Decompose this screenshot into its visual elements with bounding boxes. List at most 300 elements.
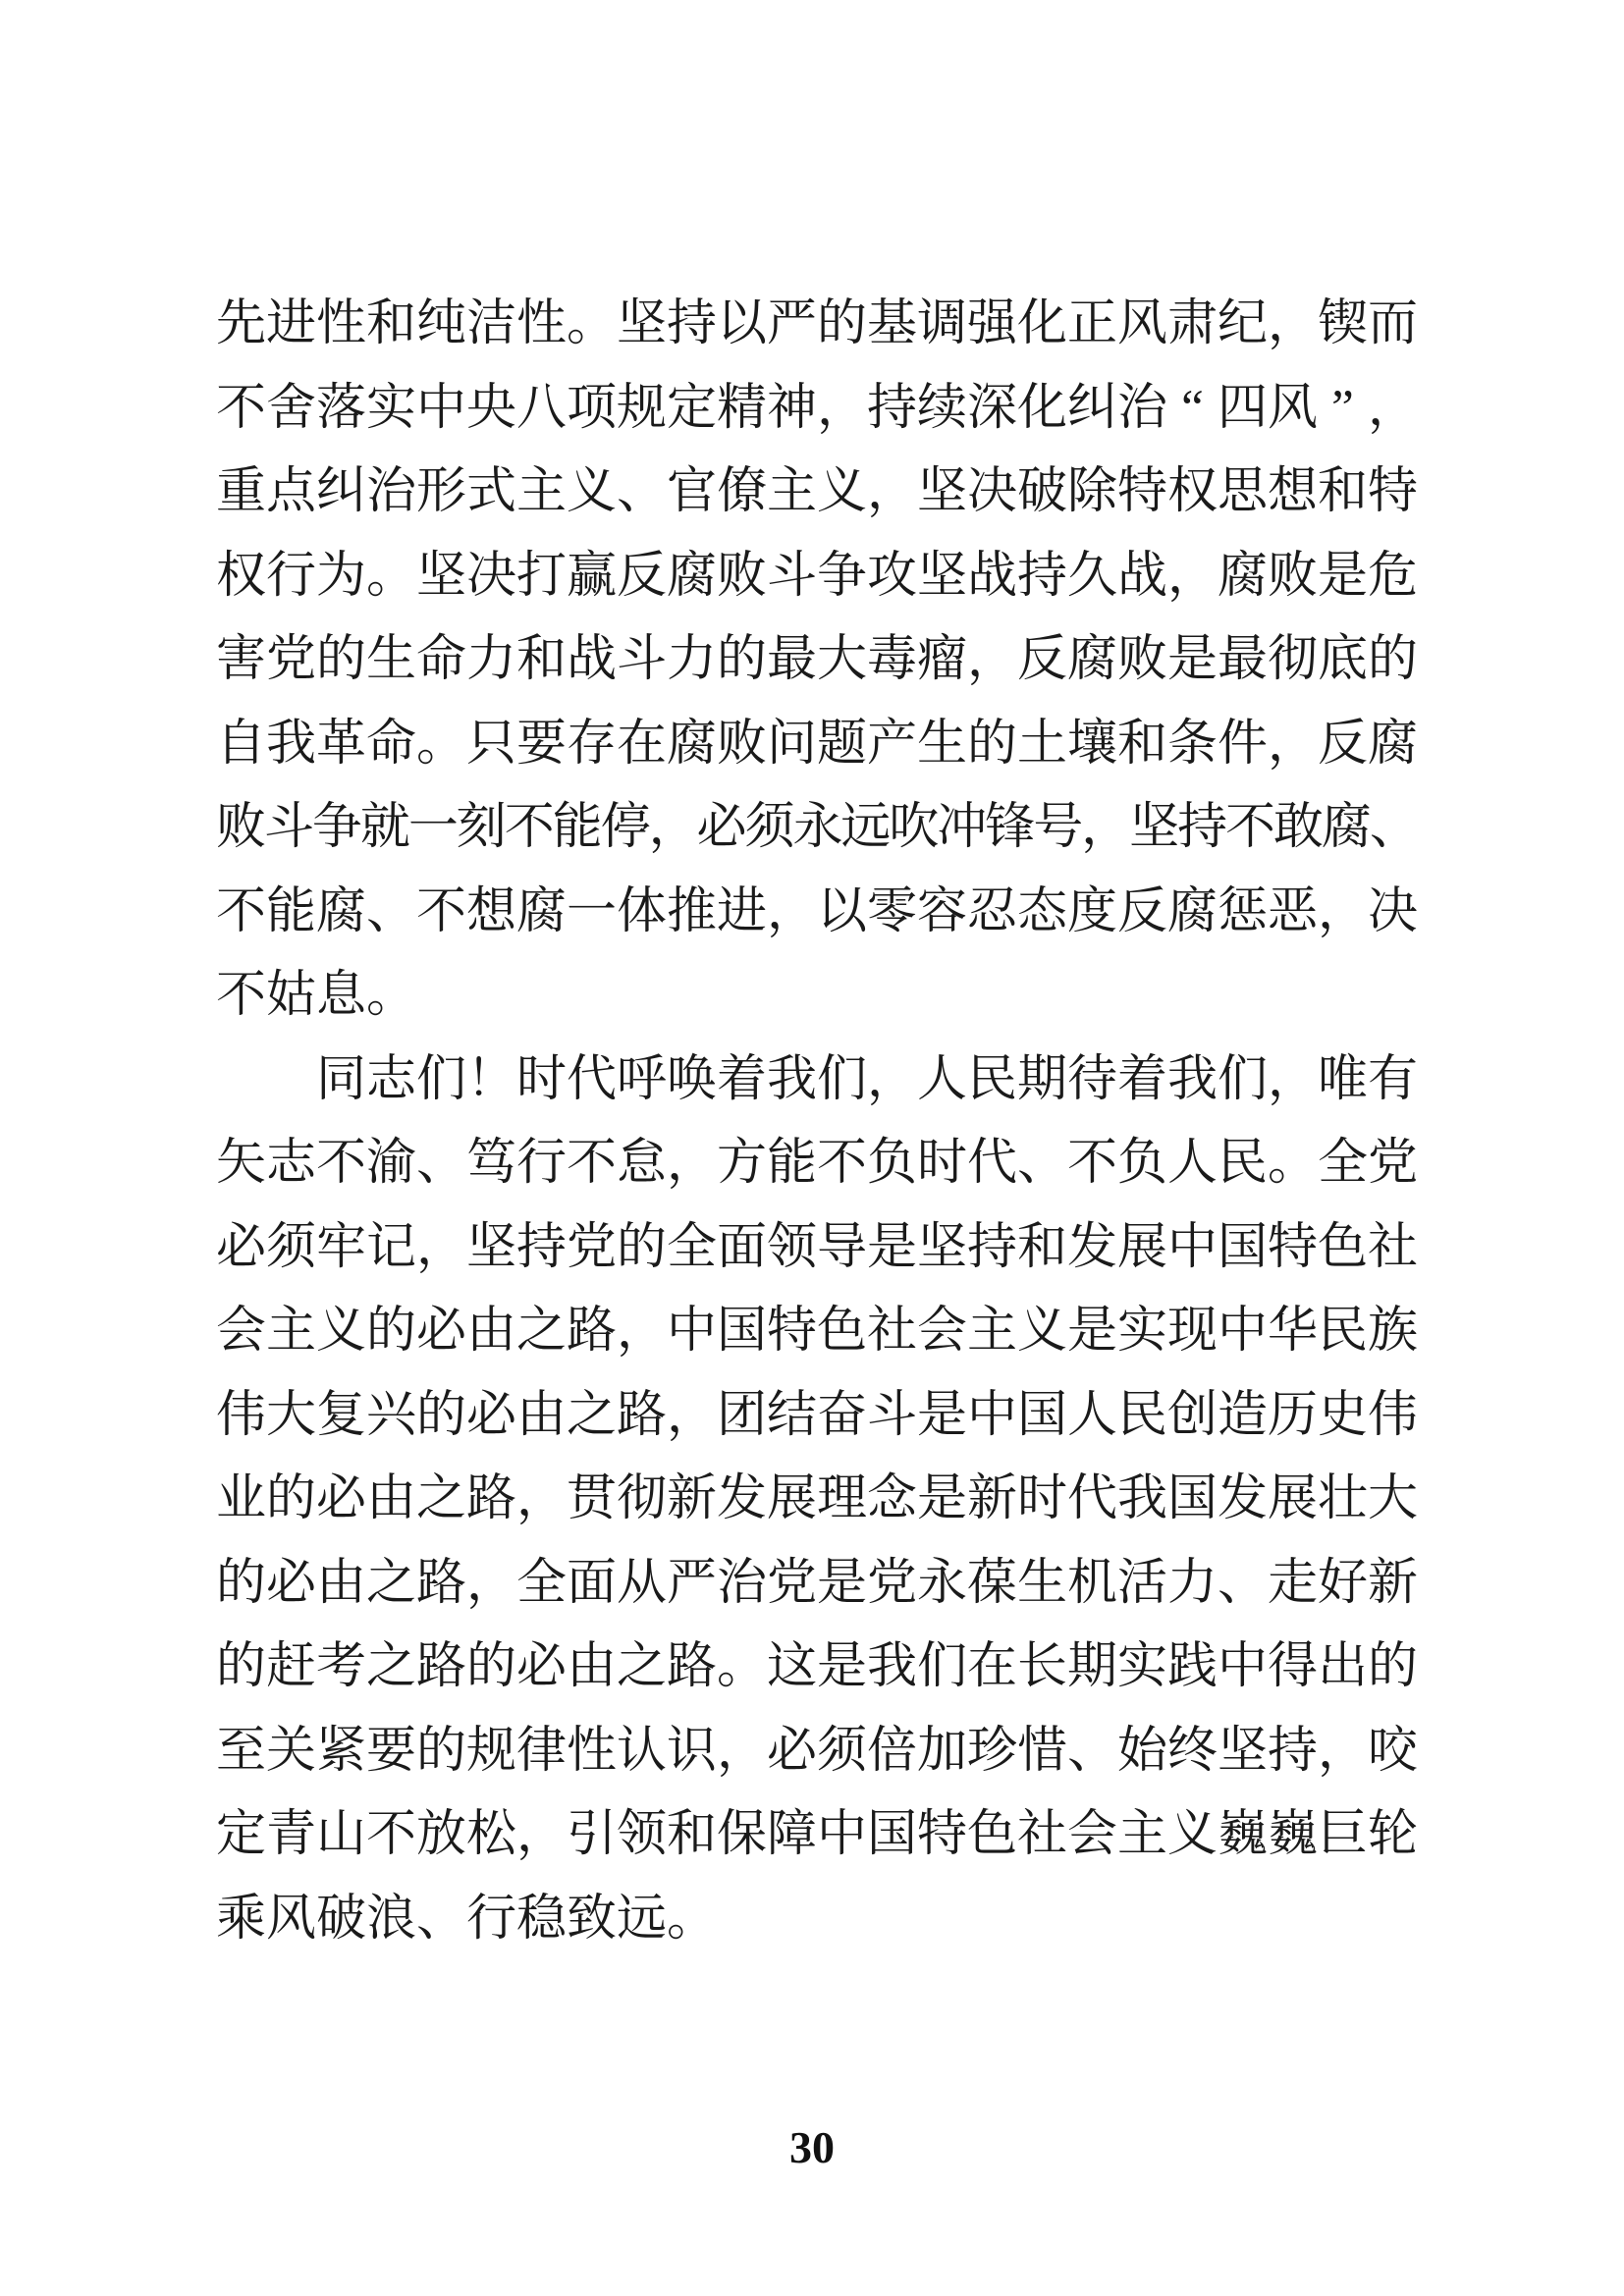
character: 路 xyxy=(416,1555,467,1611)
character: ， xyxy=(648,800,699,856)
character: 严 xyxy=(767,296,818,352)
text-line xyxy=(216,1542,1418,1627)
character: 好 xyxy=(1318,1555,1369,1611)
character: 条 xyxy=(1167,716,1218,772)
character: 不 xyxy=(216,380,267,436)
character: 国 xyxy=(1017,1387,1068,1443)
character: 展 xyxy=(767,1471,818,1527)
character: 业 xyxy=(216,1471,267,1527)
character: ， xyxy=(767,883,818,939)
character: 的 xyxy=(817,296,868,352)
character: 不 xyxy=(216,883,267,939)
character: 腐 xyxy=(1218,548,1269,604)
character: ， xyxy=(466,1555,517,1611)
character: 行 xyxy=(466,1891,517,1947)
character: 不 xyxy=(567,1136,618,1192)
character: 生 xyxy=(1017,1555,1068,1611)
character: 。 xyxy=(366,968,417,1024)
first-line-indent xyxy=(216,1080,316,1081)
text-line xyxy=(216,1626,1418,1710)
character: 破 xyxy=(316,1891,367,1947)
character: 赢 xyxy=(567,548,618,604)
character: 期 xyxy=(1017,1051,1068,1107)
character: 团 xyxy=(717,1387,768,1443)
character: 腐 xyxy=(667,548,718,604)
character: 战 xyxy=(967,548,1018,604)
character: 代 xyxy=(567,1051,618,1107)
character: 中 xyxy=(967,1387,1018,1443)
character: 战 xyxy=(567,632,618,688)
character: 持 xyxy=(867,380,918,436)
character: 路 xyxy=(667,1639,718,1695)
character: 、 xyxy=(617,464,668,520)
character: 进 xyxy=(717,883,768,939)
character: 负 xyxy=(1117,1136,1168,1192)
character: 产 xyxy=(867,716,918,772)
character: 志 xyxy=(366,1051,417,1107)
character: 时 xyxy=(1017,1471,1068,1527)
character: 为 xyxy=(316,548,367,604)
character: 只 xyxy=(466,716,517,772)
character: 体 xyxy=(617,883,668,939)
character: 肃 xyxy=(1167,296,1218,352)
character: 形 xyxy=(416,464,467,520)
character: 必 xyxy=(696,800,747,856)
character: 号 xyxy=(1033,800,1084,856)
character: 这 xyxy=(767,1639,818,1695)
character: 国 xyxy=(717,1304,768,1360)
text-line xyxy=(216,1039,1418,1123)
character: 规 xyxy=(466,1723,517,1779)
character: 之 xyxy=(366,1639,417,1695)
character: 中 xyxy=(416,380,467,436)
character: 由 xyxy=(466,1304,517,1360)
character: 决 xyxy=(967,464,1018,520)
character: 不 xyxy=(216,968,267,1024)
character: 代 xyxy=(967,1136,1018,1192)
character: 锋 xyxy=(985,800,1036,856)
character: 斗 xyxy=(617,632,668,688)
text-line xyxy=(216,1374,1418,1459)
character: 保 xyxy=(717,1807,768,1863)
character: 攻 xyxy=(867,548,918,604)
character: 记 xyxy=(366,1219,417,1275)
character: 山 xyxy=(316,1807,367,1863)
character: 命 xyxy=(416,632,467,688)
character: 识 xyxy=(667,1723,718,1779)
character: 有 xyxy=(1368,1051,1419,1107)
character: 我 xyxy=(1167,1051,1218,1107)
character: 坚 xyxy=(917,464,968,520)
character: 主 xyxy=(967,1304,1018,1360)
character: 问 xyxy=(767,716,818,772)
character: 性 xyxy=(316,296,367,352)
character: 造 xyxy=(1218,1387,1269,1443)
character: 久 xyxy=(1067,548,1118,604)
character: 倍 xyxy=(867,1723,918,1779)
text-line xyxy=(216,954,1418,1039)
character: 主 xyxy=(1117,1807,1168,1863)
character: ， xyxy=(667,1387,718,1443)
character: ， xyxy=(1368,380,1419,436)
character: 反 xyxy=(1017,632,1068,688)
character: 不 xyxy=(366,1807,417,1863)
character: 民 xyxy=(1218,1136,1269,1192)
character: 义 xyxy=(1167,1807,1218,1863)
character: 国 xyxy=(1218,1219,1269,1275)
character: 障 xyxy=(767,1807,818,1863)
character: 路 xyxy=(416,1639,467,1695)
character: 唤 xyxy=(667,1051,718,1107)
character: 规 xyxy=(617,380,668,436)
character: 党 xyxy=(567,1219,618,1275)
character: 吹 xyxy=(889,800,940,856)
character: 领 xyxy=(617,1807,668,1863)
character: 持 xyxy=(967,1219,1018,1275)
character: ， xyxy=(516,1807,568,1863)
character: 永 xyxy=(792,800,843,856)
character: 由 xyxy=(567,1639,618,1695)
character: 刻 xyxy=(456,800,507,856)
character: 零 xyxy=(867,883,918,939)
character: 巍 xyxy=(1218,1807,1269,1863)
character: ， xyxy=(1318,883,1369,939)
character: 神 xyxy=(767,380,818,436)
character: 特 xyxy=(917,1807,968,1863)
character: 纪 xyxy=(1218,296,1269,352)
character: 是 xyxy=(867,1219,918,1275)
character: 持 xyxy=(667,296,718,352)
character: 面 xyxy=(717,1219,768,1275)
character: 路 xyxy=(617,1387,668,1443)
text-line xyxy=(216,283,1418,367)
character: ， xyxy=(416,1219,467,1275)
character: 浪 xyxy=(366,1891,417,1947)
character: 之 xyxy=(567,1387,618,1443)
character: 国 xyxy=(1167,1471,1218,1527)
character: 权 xyxy=(1167,464,1218,520)
character: 生 xyxy=(917,716,968,772)
character: 必 xyxy=(266,1555,317,1611)
text-line xyxy=(216,1458,1418,1542)
character: 我 xyxy=(867,1639,918,1695)
character: 发 xyxy=(717,1471,768,1527)
character: 和 xyxy=(1017,1219,1068,1275)
character: 我 xyxy=(266,716,317,772)
character: 持 xyxy=(1017,548,1068,604)
character: 色 xyxy=(1318,1219,1369,1275)
character: 纯 xyxy=(416,296,467,352)
character: 先 xyxy=(216,296,267,352)
page-number: 30 xyxy=(789,2122,835,2172)
character: 式 xyxy=(466,464,517,520)
character: 践 xyxy=(1167,1639,1218,1695)
character: 新 xyxy=(667,1471,718,1527)
character: 始 xyxy=(1117,1723,1168,1779)
character: 面 xyxy=(567,1555,618,1611)
character: 是 xyxy=(917,1471,968,1527)
character: 而 xyxy=(1368,296,1419,352)
character: 腐 xyxy=(316,883,367,939)
character: 中 xyxy=(1218,1639,1269,1695)
character: 败 xyxy=(1117,632,1168,688)
character: 四 xyxy=(1218,380,1269,436)
character: 不 xyxy=(1067,1136,1118,1192)
character: 除 xyxy=(1067,464,1118,520)
character: ， xyxy=(1268,716,1319,772)
character: 党 xyxy=(266,632,317,688)
character: 们 xyxy=(1218,1051,1269,1107)
character: 的 xyxy=(617,1219,668,1275)
character: 惜 xyxy=(1017,1723,1068,1779)
character: 须 xyxy=(817,1723,868,1779)
character: 反 xyxy=(617,548,668,604)
character: 行 xyxy=(266,548,317,604)
character: 化 xyxy=(1017,296,1068,352)
character: 大 xyxy=(817,632,868,688)
character: 社 xyxy=(867,1304,918,1360)
character: 态 xyxy=(1017,883,1068,939)
character: 认 xyxy=(617,1723,668,1779)
character: 结 xyxy=(767,1387,818,1443)
character: 就 xyxy=(359,800,410,856)
character: ， xyxy=(817,380,868,436)
character: 落 xyxy=(316,380,367,436)
character: 严 xyxy=(667,1555,718,1611)
character: 强 xyxy=(967,296,1018,352)
character: 义 xyxy=(1017,1304,1068,1360)
character: 们 xyxy=(817,1051,868,1107)
character: 底 xyxy=(1318,632,1369,688)
character: 是 xyxy=(817,1639,868,1695)
character: ” xyxy=(1331,380,1354,436)
character: 色 xyxy=(967,1807,1018,1863)
character: 要 xyxy=(366,1723,417,1779)
character: 远 xyxy=(840,800,892,856)
character: 须 xyxy=(266,1219,317,1275)
character: ， xyxy=(516,1471,568,1527)
character: 能 xyxy=(552,800,603,856)
character: 性 xyxy=(567,1723,618,1779)
character: 大 xyxy=(1368,1471,1419,1527)
character: 是 xyxy=(1067,1304,1118,1360)
character: 坚 xyxy=(1218,1723,1269,1779)
character: 、 xyxy=(1369,800,1420,856)
character: 的 xyxy=(266,1471,317,1527)
character: 紧 xyxy=(316,1723,367,1779)
character: 是 xyxy=(1318,548,1369,604)
character: 项 xyxy=(567,380,618,436)
character: 停 xyxy=(600,800,651,856)
character: 们 xyxy=(416,1051,467,1107)
character: 敢 xyxy=(1272,800,1324,856)
character: 远 xyxy=(617,1891,668,1947)
character: 的 xyxy=(717,632,768,688)
character: 贯 xyxy=(567,1471,618,1527)
character: 件 xyxy=(1218,716,1269,772)
character: 由 xyxy=(366,1471,417,1527)
paragraph xyxy=(216,1039,1418,1962)
character: 不 xyxy=(1225,800,1276,856)
character: 史 xyxy=(1318,1387,1369,1443)
character: ， xyxy=(1167,548,1218,604)
text-line xyxy=(216,618,1418,703)
character: 新 xyxy=(1368,1555,1419,1611)
character: 的 xyxy=(1368,632,1419,688)
character: 不 xyxy=(817,1136,868,1192)
character: 纠 xyxy=(316,464,367,520)
character: 、 xyxy=(1218,1555,1269,1611)
character: 着 xyxy=(717,1051,768,1107)
character: 唯 xyxy=(1318,1051,1369,1107)
character: 理 xyxy=(817,1471,868,1527)
character: 华 xyxy=(1268,1304,1319,1360)
character: 待 xyxy=(1067,1051,1118,1107)
character: 最 xyxy=(1218,632,1269,688)
character: 路 xyxy=(466,1471,517,1527)
character: 的 xyxy=(316,632,367,688)
character: 人 xyxy=(1167,1136,1218,1192)
character: 全 xyxy=(667,1219,718,1275)
character: 力 xyxy=(667,632,718,688)
character: 渝 xyxy=(366,1136,417,1192)
character: 害 xyxy=(216,632,267,688)
character: 反 xyxy=(1318,716,1369,772)
character: 出 xyxy=(1318,1639,1369,1695)
character: 必 xyxy=(316,1471,367,1527)
text-line xyxy=(216,871,1418,955)
character: 青 xyxy=(266,1807,317,1863)
character: 负 xyxy=(867,1136,918,1192)
character: 历 xyxy=(1268,1387,1319,1443)
character: 是 xyxy=(817,1555,868,1611)
text-line xyxy=(216,703,1418,787)
text-line xyxy=(216,1710,1418,1794)
paragraph xyxy=(216,283,1418,1039)
character: ， xyxy=(1318,1723,1369,1779)
character: 松 xyxy=(466,1807,517,1863)
character: 彻 xyxy=(617,1471,668,1527)
character: 力 xyxy=(1167,1555,1218,1611)
character: 得 xyxy=(1268,1639,1319,1695)
character: 行 xyxy=(516,1136,568,1192)
character: 深 xyxy=(967,380,1018,436)
character: 调 xyxy=(917,296,968,352)
character: 和 xyxy=(516,632,568,688)
character: 中 xyxy=(1218,1304,1269,1360)
character: 锲 xyxy=(1318,296,1369,352)
character: 巍 xyxy=(1268,1807,1319,1863)
character: 决 xyxy=(1368,883,1419,939)
character: 和 xyxy=(1318,464,1369,520)
character: 持 xyxy=(1177,800,1228,856)
character: 奋 xyxy=(817,1387,868,1443)
character: 命 xyxy=(366,716,417,772)
character: 族 xyxy=(1368,1304,1419,1360)
character: 之 xyxy=(416,1471,467,1527)
character: 引 xyxy=(567,1807,618,1863)
character: 珍 xyxy=(967,1723,1018,1779)
character: “ xyxy=(1181,380,1204,436)
character: 。 xyxy=(416,716,467,772)
character: 舍 xyxy=(266,380,317,436)
character: 力 xyxy=(466,632,517,688)
character: 败 xyxy=(1268,548,1319,604)
character: 展 xyxy=(1268,1471,1319,1527)
character: 社 xyxy=(1017,1807,1068,1863)
character: 持 xyxy=(516,1219,568,1275)
character: 巨 xyxy=(1318,1807,1369,1863)
character: 发 xyxy=(1067,1219,1118,1275)
character: 机 xyxy=(1067,1555,1118,1611)
text-line xyxy=(216,367,1418,452)
character: 特 xyxy=(1117,464,1168,520)
character: 斗 xyxy=(263,800,314,856)
character: 主 xyxy=(516,464,568,520)
character: 风 xyxy=(1268,380,1319,436)
character: ， xyxy=(867,464,918,520)
character: 党 xyxy=(767,1555,818,1611)
character: 度 xyxy=(1067,883,1118,939)
character: 党 xyxy=(1368,1136,1419,1192)
character: 发 xyxy=(1218,1471,1269,1527)
character: 一 xyxy=(567,883,618,939)
character: 、 xyxy=(366,883,417,939)
character: 必 xyxy=(216,1219,267,1275)
character: 坚 xyxy=(917,548,968,604)
character: 走 xyxy=(1268,1555,1319,1611)
character: 必 xyxy=(767,1723,818,1779)
character: 恶 xyxy=(1268,883,1319,939)
character: ， xyxy=(1268,296,1319,352)
character: 创 xyxy=(1167,1387,1218,1443)
character: 由 xyxy=(316,1555,367,1611)
character: 、 xyxy=(1017,1136,1068,1192)
character: 在 xyxy=(617,716,668,772)
character: 永 xyxy=(917,1555,968,1611)
character: 题 xyxy=(817,716,868,772)
character: 彻 xyxy=(1268,632,1319,688)
character: 志 xyxy=(266,1136,317,1192)
character: ， xyxy=(717,1723,768,1779)
character: 。 xyxy=(567,296,618,352)
character: 关 xyxy=(266,1723,317,1779)
character: 瘤 xyxy=(917,632,968,688)
character: 的 xyxy=(1368,1639,1419,1695)
character: 僚 xyxy=(717,464,768,520)
character: 时 xyxy=(917,1136,968,1192)
character: 姑 xyxy=(266,968,317,1024)
character: 必 xyxy=(516,1639,568,1695)
character: 特 xyxy=(1268,1219,1319,1275)
character: 正 xyxy=(1067,296,1118,352)
character: 导 xyxy=(817,1219,868,1275)
character: 之 xyxy=(617,1639,668,1695)
text-line xyxy=(216,1122,1418,1206)
character: 伟 xyxy=(1368,1387,1419,1443)
character: 之 xyxy=(366,1555,417,1611)
character: 的 xyxy=(216,1555,267,1611)
character: 时 xyxy=(516,1051,568,1107)
character: 性 xyxy=(516,296,568,352)
character: 惩 xyxy=(1218,883,1269,939)
character: 冲 xyxy=(937,800,988,856)
character: 定 xyxy=(216,1807,267,1863)
character: 思 xyxy=(1218,464,1269,520)
character: 中 xyxy=(667,1304,718,1360)
character: 腐 xyxy=(667,716,718,772)
text-line xyxy=(216,1878,1418,1962)
